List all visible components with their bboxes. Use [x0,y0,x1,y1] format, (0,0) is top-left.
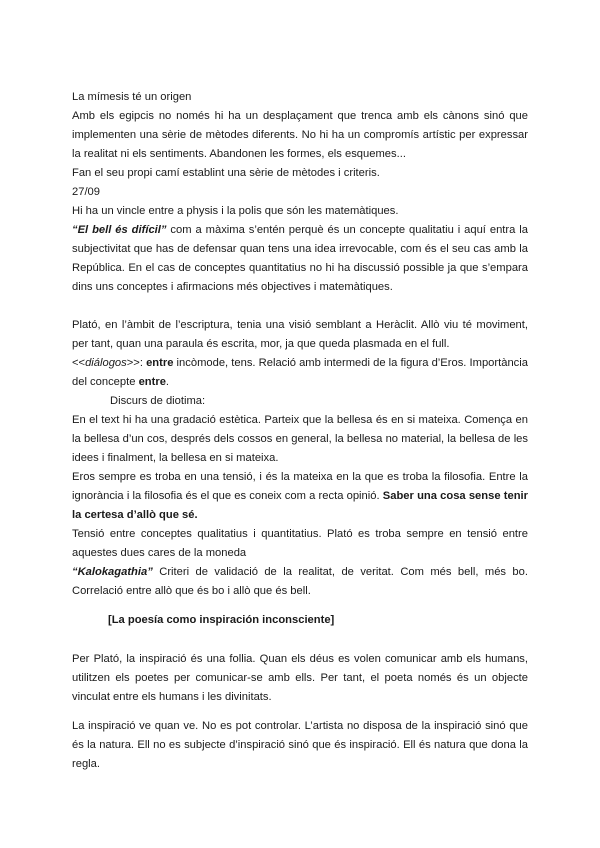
line-cami: Fan el seu propi camí establint una sèrie de mètodes i criteris. [72,167,380,179]
paragraph-bell-dificil [72,221,528,297]
line-mimesis: La mímesis té un origen [72,91,192,103]
spacer [72,707,528,717]
paragraph-kalokagathia: “Kalokagathia” Criteri de validació de la realitat, de veritat. Com més bell, més bo. Correlació entre allò que és bo i allò que és bell. [72,566,528,597]
spacer [72,601,528,611]
line-vincle: Hi ha un vincle entre a physis i la polis que són les matemàtiques. [72,205,399,217]
spacer [72,297,528,316]
spacer [72,640,528,650]
document-page [72,88,528,774]
quote-bell-dificil: “El bell és difícil” [72,224,167,236]
paragraph-escriptura: Plató, en l’àmbit de l’escriptura, tenia una visió semblant a Heràclit. Allò viu té moviment, per tant, quan una paraula és escrita, mor, ja que queda plasmada en el full. [72,319,528,350]
paragraph-inspiracio-natura: La inspiració ve quan ve. No es pot controlar. L’artista no disposa de la inspiració sinó que és la natura. Ell no es subjecte d’inspiració sinó que és inspiració. Ell és natura que dona la regla. [72,720,528,770]
paragraph-inspiracio-follia: Per Plató, la inspiració és una follia. Quan els déus es volen comunicar amb els humans, utilitzen els poetes per comunicar-se amb ells. Per tant, el poeta només és un objecte vinculat entre els humans i les divinitats. [72,653,528,703]
spacer [72,630,528,640]
text-bell-dificil: com a màxima s’entén perquè és un concepte qualitatiu i aquí entra la subjectivitat que has de defensar quan tens una idea irrevocable, com és el seu cas amb la República. En el cas de conceptes quantitatius no hi ha discussió possible ja que s’empara dins uns conceptes i afirmacions més objectives i matemàtiques. [72,224,528,293]
subheading-discurs: Discurs de diotima: [110,395,206,407]
paragraph-eros: Eros sempre es troba en una tensió, i és la mateixa en la que es troba la filosofia. Entre la ignorància i la filosofia és el que es coneix com a recta opinió. Saber una cosa sense tenir la certesa d’allò que sé. [72,471,528,521]
section-heading: [La poesía como inspiración inconsciente] [108,614,335,626]
paragraph-tensio: Tensió entre conceptes qualitatius i quantitatius. Plató es troba sempre en tensió entre aquestes dues cares de la moneda [72,528,528,559]
date-label: 27/09 [72,186,100,198]
paragraph-egipcis: Amb els egipcis no només hi ha un desplaçament que trenca amb els cànons sinó que implementen una sèrie de mètodes diferents. No hi ha un compromís artístic per expressar la realitat ni els sentiments. Abandonen les formes, els esquemes... [72,110,528,160]
paragraph-dialogos: <<diálogos>>: entre incòmode, tens. Relació amb intermedi de la figura d’Eros. Importància del concepte entre. [72,357,528,388]
paragraph-gradacio: En el text hi ha una gradació estètica. Parteix que la bellesa és en si mateixa. Comença en la bellesa d’un cos, després dels cossos en general, la bellesa no material, la bellesa de les idees i finalment, la bellesa en si mateixa. [72,414,528,464]
word-entre-2: entre [138,376,166,388]
quote-kalokagathia: “Kalokagathia” [72,566,153,578]
bold-saber: Saber una cosa sense tenir la certesa d’allò que sé. [72,490,528,521]
word-entre: entre [146,357,174,369]
word-dialogos: diálogos [85,357,127,369]
